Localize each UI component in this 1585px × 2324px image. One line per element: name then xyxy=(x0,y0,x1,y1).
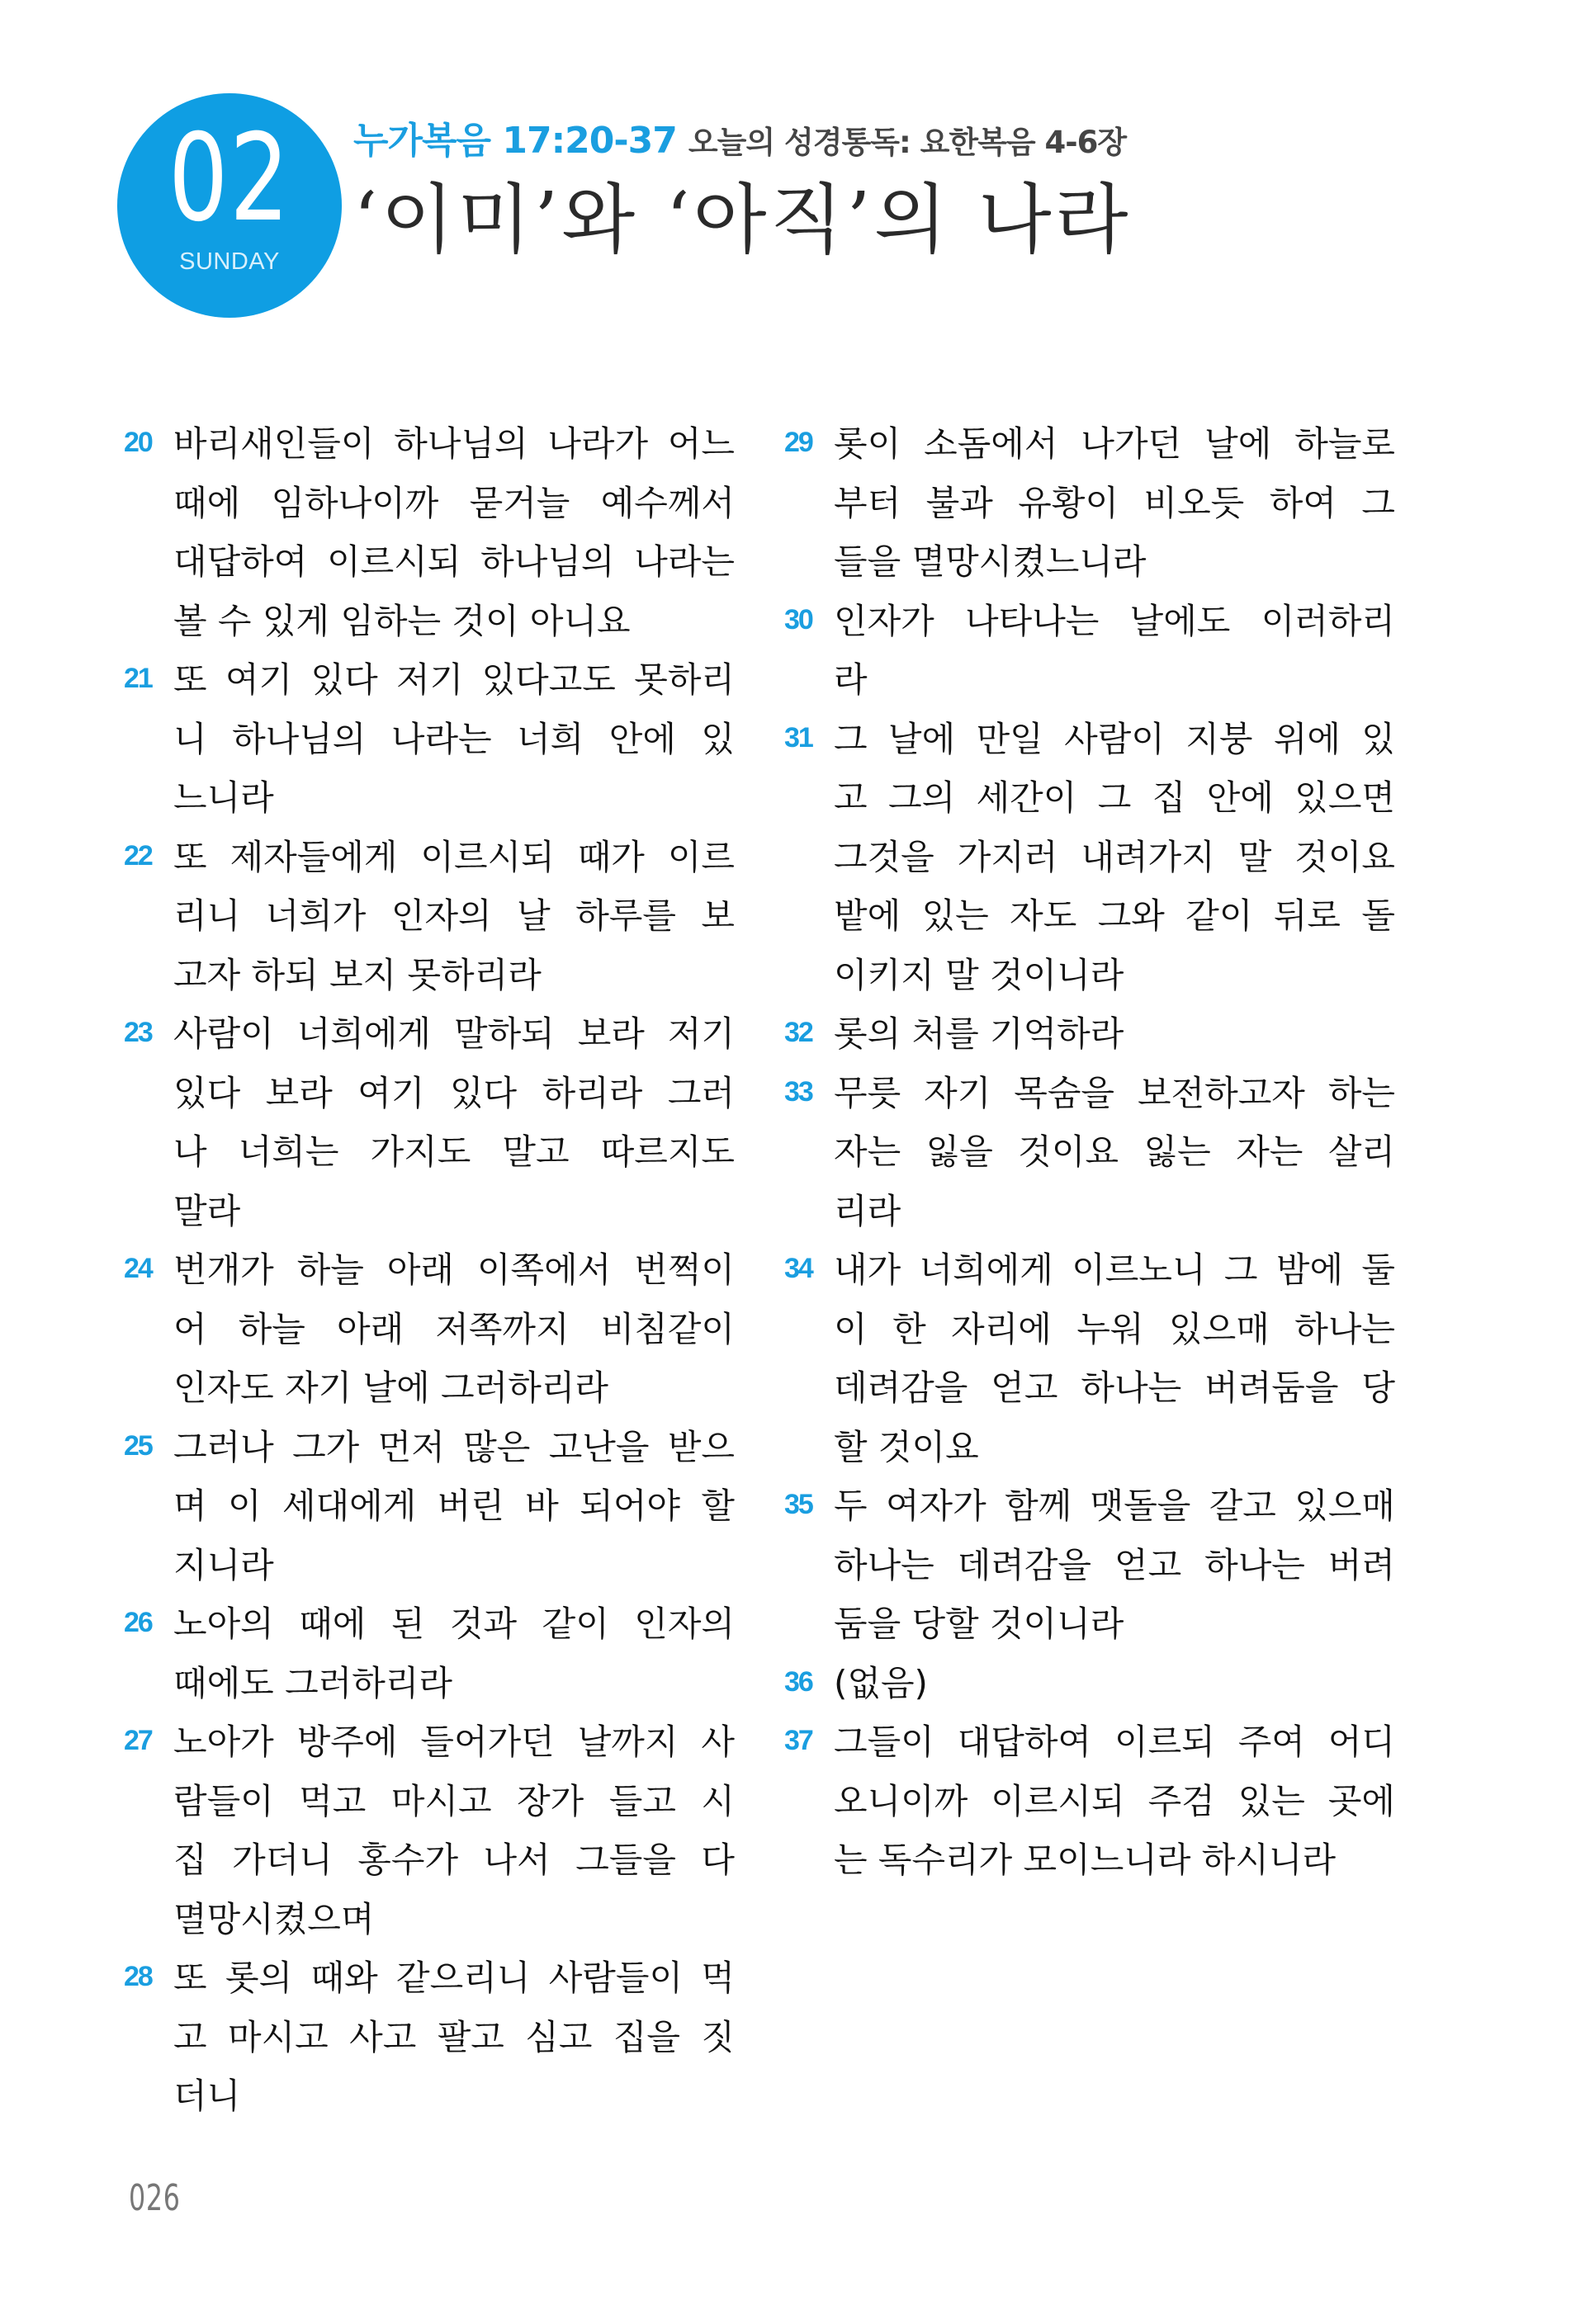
page-header xyxy=(353,116,1426,266)
verse-text-line: 또 여기 있다 저기 있다고도 못하리 xyxy=(173,659,735,700)
verse xyxy=(784,1712,1395,1890)
page-title: ‘이미’와 ‘아직’의 나라 xyxy=(353,176,1132,264)
verse xyxy=(124,414,735,650)
verse-number: 28 xyxy=(124,1961,152,1992)
verse-text-line: 고 마시고 사고 팔고 심고 집을 짓 xyxy=(173,2016,735,2057)
verse-text-line: 라 xyxy=(834,659,868,700)
verse-text-line: 롯의 처를 기억하라 xyxy=(834,1013,1124,1054)
verse-text-line: 람들이 먹고 마시고 장가 들고 시 xyxy=(173,1780,735,1821)
verse-text-line: 사람이 너희에게 말하되 보라 저기 xyxy=(173,1013,735,1054)
left-column xyxy=(124,414,735,2126)
verse-text-line: 대답하여 이르시되 하나님의 나라는 xyxy=(173,541,735,582)
verse xyxy=(124,1004,735,1240)
verse xyxy=(124,1418,735,1595)
verse-text-line: 며 이 세대에게 버린 바 되어야 할 xyxy=(173,1486,735,1526)
verse-text-line: 나 너희는 가지도 말고 따르지도 xyxy=(173,1131,735,1172)
verse-text-line: 는 독수리가 모이느니라 하시니라 xyxy=(834,1840,1337,1880)
verse-text-line: 리라 xyxy=(834,1190,901,1231)
verse-text-line: 하나는 데려감을 얻고 하나는 버려 xyxy=(834,1544,1395,1585)
verse-text-line: 오니이까 이르시되 주검 있는 곳에 xyxy=(834,1780,1395,1821)
verse-text-line: (없음) xyxy=(834,1662,928,1703)
verse xyxy=(784,414,1395,592)
verse-text-line: 자는 잃을 것이요 잃는 자는 살리 xyxy=(834,1131,1395,1172)
verse-number: 31 xyxy=(784,721,812,753)
verse-text-line: 고자 하되 보지 못하리라 xyxy=(173,954,542,995)
verse-text-line: 말라 xyxy=(173,1190,241,1231)
verse-text-line: 집 가더니 홍수가 나서 그들을 다 xyxy=(173,1840,735,1880)
verse-text-line: 인자도 자기 날에 그러하리라 xyxy=(173,1367,608,1408)
verse-text-line: 느니라 xyxy=(173,777,274,818)
verse-text-line: 할 것이요 xyxy=(834,1426,979,1467)
verse-text-line: 부터 불과 유황이 비오듯 하여 그 xyxy=(834,482,1395,523)
verse-number: 30 xyxy=(784,603,812,635)
page-number: 026 xyxy=(129,2177,181,2219)
verse xyxy=(784,710,1395,1005)
verse-text-line: 그러나 그가 먼저 많은 고난을 받으 xyxy=(173,1426,735,1467)
verse xyxy=(784,592,1395,710)
verse-text-line: 또 제자들에게 이르시되 때가 이르 xyxy=(173,836,735,877)
verse-number: 22 xyxy=(124,839,152,872)
verse xyxy=(784,1004,1395,1064)
verse-text-line: 둠을 당할 것이니라 xyxy=(834,1604,1124,1644)
verse-text-line: 내가 너희에게 이르노니 그 밤에 둘 xyxy=(834,1249,1395,1290)
verse xyxy=(124,1712,735,1948)
verse xyxy=(784,1240,1395,1476)
verse-text-line: 들을 멸망시켰느니라 xyxy=(834,541,1147,582)
verse-text-line: 멸망시켰으며 xyxy=(173,1898,375,1939)
passage-reference: 누가복음 17:20-37 xyxy=(353,120,677,162)
verse-text-line: 밭에 있는 자도 그와 같이 뒤로 돌 xyxy=(834,895,1395,936)
day-number: 02 xyxy=(168,108,291,248)
verse-number: 23 xyxy=(124,1017,152,1048)
day-label: SUNDAY xyxy=(179,248,280,275)
right-column xyxy=(784,414,1395,1890)
verse-text-line: 무릇 자기 목숨을 보전하고자 하는 xyxy=(834,1072,1395,1113)
verse xyxy=(124,828,735,1005)
verse-number: 26 xyxy=(124,1607,152,1638)
verse-text-line: 니 하나님의 나라는 너희 안에 있 xyxy=(173,718,735,759)
verse-text-line: 이 한 자리에 누워 있으매 하나는 xyxy=(834,1308,1395,1349)
verse-text-line: 때에 임하나이까 묻거늘 예수께서 xyxy=(173,482,735,523)
verse-text-line: 그것을 가지러 내려가지 말 것이요 xyxy=(834,836,1395,877)
verse-text-line: 그들이 대답하여 이르되 주여 어디 xyxy=(834,1722,1395,1762)
verse-text-line: 노아의 때에 된 것과 같이 인자의 xyxy=(173,1604,735,1644)
verse-text-line: 노아가 방주에 들어가던 날까지 사 xyxy=(173,1722,735,1762)
verse-number: 20 xyxy=(124,427,152,458)
verse xyxy=(784,1476,1395,1654)
verse-number: 24 xyxy=(124,1253,152,1284)
verse-text-line: 리니 너희가 인자의 날 하루를 보 xyxy=(173,895,735,936)
verse xyxy=(784,1654,1395,1713)
verse xyxy=(124,1948,735,2126)
verse-number: 29 xyxy=(784,427,812,458)
verse-number: 37 xyxy=(784,1725,812,1756)
verse-text-line: 데려감을 얻고 하나는 버려둠을 당 xyxy=(834,1367,1395,1408)
verse-text-line: 어 하늘 아래 저쪽까지 비침같이 xyxy=(173,1308,735,1349)
verse-text-line: 번개가 하늘 아래 이쪽에서 번쩍이 xyxy=(173,1249,735,1290)
verse-text-line: 더니 xyxy=(173,2076,241,2116)
verse-text-line: 인자가 나타나는 날에도 이러하리 xyxy=(834,600,1395,641)
verse xyxy=(124,1240,735,1418)
verse xyxy=(784,1064,1395,1241)
verse-number: 25 xyxy=(124,1429,152,1462)
passage-line xyxy=(353,116,1426,167)
verse-number: 35 xyxy=(784,1489,812,1520)
verse-number: 27 xyxy=(124,1725,152,1756)
verse-text-line: 두 여자가 함께 맷돌을 갈고 있으매 xyxy=(834,1486,1395,1526)
verse-text-line: 이키지 말 것이니라 xyxy=(834,954,1124,995)
verse-number: 36 xyxy=(784,1665,812,1698)
verse xyxy=(124,650,735,828)
verse-text-line: 볼 수 있게 임하는 것이 아니요 xyxy=(173,600,631,641)
verse-text-line: 또 롯의 때와 같으리니 사람들이 먹 xyxy=(173,1958,735,1998)
verse-text-line: 바리새인들이 하나님의 나라가 어느 xyxy=(173,423,735,464)
verse xyxy=(124,1594,735,1712)
verse-text-line: 때에도 그러하리라 xyxy=(173,1662,452,1703)
verse-number: 33 xyxy=(784,1075,812,1108)
verse-number: 32 xyxy=(784,1017,812,1048)
day-badge xyxy=(117,93,342,318)
verse-text-line: 롯이 소돔에서 나가던 날에 하늘로 xyxy=(834,423,1395,464)
verse-text-line: 그 날에 만일 사람이 지붕 위에 있 xyxy=(834,718,1395,759)
verse-text-line: 지니라 xyxy=(173,1544,274,1585)
reading-plan: 오늘의 성경통독: 요한복음 4-6장 xyxy=(688,125,1127,160)
verse-text-line: 고 그의 세간이 그 집 안에 있으면 xyxy=(834,777,1395,818)
verse-text-line: 있다 보라 여기 있다 하리라 그러 xyxy=(173,1072,735,1113)
verse-number: 21 xyxy=(124,663,152,694)
verse-number: 34 xyxy=(784,1253,812,1284)
